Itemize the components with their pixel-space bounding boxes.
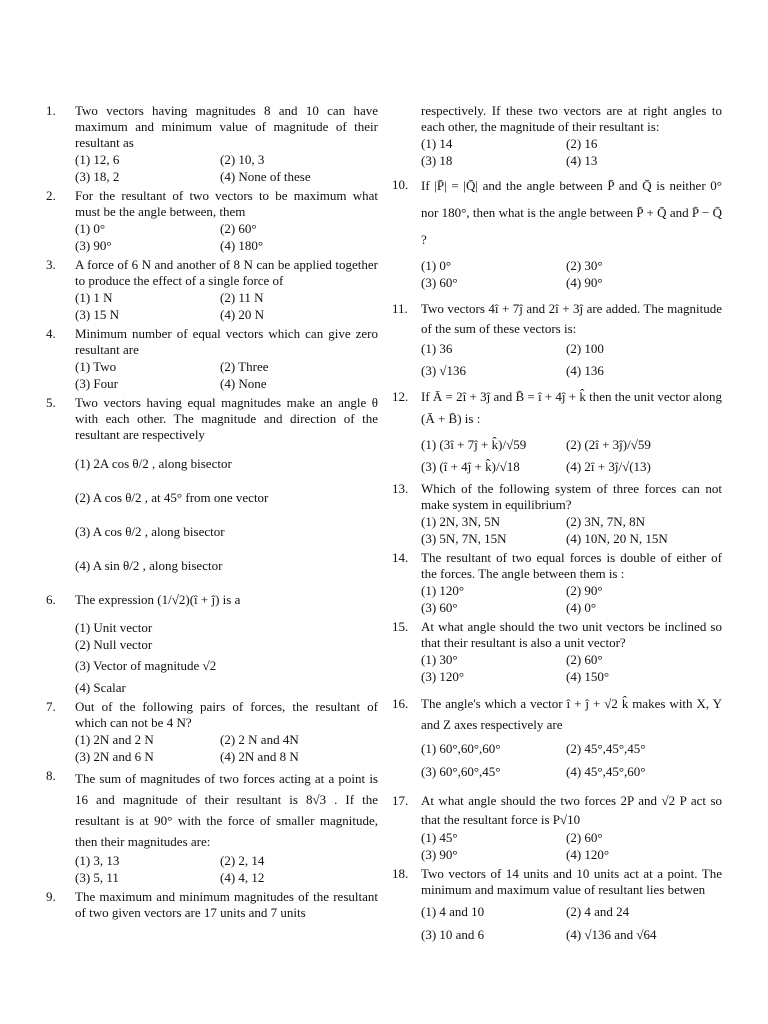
question-stem: Which of the following system of three forces can not make system in equilibrium?	[421, 481, 722, 512]
question-stem-continuation: respectively. If these two vectors are at right angles to each other, the magnitude of their resultant is:	[421, 103, 722, 134]
question-16	[392, 693, 722, 783]
option: (1) 3, 13	[75, 853, 120, 868]
option: (1) 120°	[421, 583, 465, 598]
option: (1) 2N, 3N, 5N	[421, 514, 501, 529]
option: (2) Null vector	[75, 637, 153, 652]
option: (3) √136	[421, 363, 467, 378]
option: (2) 45°,45°,45°	[566, 741, 646, 756]
option: (1) 36	[421, 341, 453, 356]
option: (1) 45°	[421, 830, 458, 845]
option: (3) 90°	[75, 238, 112, 253]
option: (1) Unit vector	[75, 620, 153, 635]
option: (1) 1 N	[75, 290, 113, 305]
option: (4) None	[220, 376, 267, 391]
question-1	[46, 103, 378, 185]
question-number: 2.	[46, 188, 56, 203]
question-9	[46, 889, 378, 921]
question-stem: Out of the following pairs of forces, the resultant of which can not be 4 N?	[75, 699, 378, 730]
question-stem: If |P̄| = |Q̄| and the angle between P̄ and Q̄ is neither 0° nor 180°, then what is the angle between P̄ + Q̄ and P̄ − Q̄ ?	[421, 178, 722, 247]
question-stem: At what angle should the two forces 2P and √2 P act so that the resultant force is P√10	[421, 793, 722, 827]
option: (3) (î + 4ĵ + k̂)/√18	[421, 459, 520, 474]
question-9-continuation	[392, 103, 722, 169]
option: (4) 20 N	[220, 307, 265, 322]
option: (2) 11 N	[220, 290, 264, 305]
question-13	[392, 481, 722, 547]
option: (3) Four	[75, 376, 118, 391]
option: (4) None of these	[220, 169, 311, 184]
option: (2) 4 and 24	[566, 904, 630, 919]
question-number: 15.	[392, 619, 409, 634]
option: (4) 2N and 8 N	[220, 749, 299, 764]
question-stem: The sum of magnitudes of two forces acting at a point is 16 and magnitude of their resultant is 8√3 . If the resultant is at 90° with the force of smaller magnitude, then their magnitudes are:	[75, 771, 378, 849]
option: (2) 100	[566, 341, 604, 356]
option: (3) 60°	[421, 600, 458, 615]
question-stem: The maximum and minimum magnitudes of the resultant of two given vectors are 17 units and 7 units	[75, 889, 378, 920]
option: (4) 180°	[220, 238, 264, 253]
question-17	[392, 791, 722, 863]
question-stem: Two vectors having equal magnitudes make an angle θ with each other. The magnitude and direction of the resultant are respectively	[75, 395, 378, 442]
option: (2) 3N, 7N, 8N	[566, 514, 646, 529]
question-stem: A force of 6 N and another of 8 N can be applied together to produce the effect of a single force of	[75, 257, 378, 288]
option: (3) 18	[421, 153, 453, 168]
option: (4) A sin θ/2 , along bisector	[75, 558, 223, 573]
option: (3) Vector of magnitude √2	[75, 658, 217, 673]
option: (1) 0°	[421, 258, 452, 273]
option: (1) 30°	[421, 652, 458, 667]
question-7	[46, 699, 378, 765]
question-2	[46, 188, 378, 254]
option: (4) 10N, 20 N, 15N	[566, 531, 668, 546]
option: (1) 4 and 10	[421, 904, 485, 919]
question-number: 12.	[392, 389, 409, 404]
option: (3) 2N and 6 N	[75, 749, 154, 764]
question-number: 10.	[392, 177, 409, 192]
question-number: 17.	[392, 793, 409, 808]
option: (2) Three	[220, 359, 269, 374]
question-stem: The angle's which a vector î + ĵ + √2 k̂ makes with X, Y and Z axes respectively are	[421, 696, 722, 732]
option: (2) 16	[566, 136, 598, 151]
question-number: 13.	[392, 481, 409, 496]
option: (1) 2N and 2 N	[75, 732, 154, 747]
question-11	[392, 299, 722, 383]
option: (1) 12, 6	[75, 152, 120, 167]
question-number: 18.	[392, 866, 409, 881]
option: (2) A cos θ/2 , at 45° from one vector	[75, 490, 269, 505]
option: (4) 4, 12	[220, 870, 265, 885]
option: (4) 2î + 3ĵ/√(13)	[566, 459, 651, 474]
question-number: 8.	[46, 768, 56, 783]
option: (1) (3î + 7ĵ + k̂)/√59	[421, 437, 527, 452]
question-stem: Minimum number of equal vectors which can give zero resultant are	[75, 326, 378, 357]
question-number: 16.	[392, 696, 409, 711]
question-14	[392, 550, 722, 616]
option: (3) 10 and 6	[421, 927, 485, 942]
question-number: 3.	[46, 257, 56, 272]
left-column	[46, 103, 378, 924]
question-number: 11.	[392, 301, 408, 316]
option: (4) 90°	[566, 275, 603, 290]
question-stem: The expression (1/√2)(î + ĵ) is a	[75, 592, 241, 607]
question-stem: If Ā = 2î + 3ĵ and B̄ = î + 4ĵ + k̂ then the unit vector along (Ā + B̄) is :	[421, 389, 722, 426]
option: (1) Two	[75, 359, 117, 374]
option: (2) 90°	[566, 583, 603, 598]
right-column	[392, 103, 722, 949]
option: (2) 30°	[566, 258, 603, 273]
question-number: 5.	[46, 395, 56, 410]
option: (3) 5N, 7N, 15N	[421, 531, 507, 546]
option: (2) 60°	[566, 830, 603, 845]
question-18	[392, 866, 722, 946]
option: (2) 60°	[220, 221, 257, 236]
option: (4) 150°	[566, 669, 610, 684]
question-stem: For the resultant of two vectors to be maximum what must be the angle between, them	[75, 188, 378, 219]
option: (4) 0°	[566, 600, 597, 615]
option: (3) 18, 2	[75, 169, 120, 184]
question-number: 9.	[46, 889, 56, 904]
question-number: 7.	[46, 699, 56, 714]
question-number: 14.	[392, 550, 409, 565]
option: (3) 60°	[421, 275, 458, 290]
question-8	[46, 768, 378, 886]
question-15	[392, 619, 722, 685]
option: (4) Scalar	[75, 680, 126, 695]
option: (1) 14	[421, 136, 453, 151]
question-number: 4.	[46, 326, 56, 341]
option: (2) 10, 3	[220, 152, 265, 167]
question-number: 1.	[46, 103, 56, 118]
option: (3) 15 N	[75, 307, 120, 322]
option: (3) 120°	[421, 669, 465, 684]
option: (3) 60°,60°,45°	[421, 764, 501, 779]
question-stem: At what angle should the two unit vectors be inclined so that their resultant is also a unit vector?	[421, 619, 722, 650]
question-10	[392, 172, 722, 291]
option: (2) 2 N and 4N	[220, 732, 299, 747]
option: (3) A cos θ/2 , along bisector	[75, 524, 225, 539]
option: (2) 60°	[566, 652, 603, 667]
option: (1) 60°,60°,60°	[421, 741, 501, 756]
question-4	[46, 326, 378, 392]
question-5	[46, 395, 378, 579]
option: (1) 2A cos θ/2 , along bisector	[75, 456, 232, 471]
question-3	[46, 257, 378, 323]
question-stem: The resultant of two equal forces is double of either of the forces. The angle between them is :	[421, 550, 722, 581]
question-number: 6.	[46, 592, 56, 607]
option: (2) (2î + 3ĵ)/√59	[566, 437, 651, 452]
option: (2) 2, 14	[220, 853, 265, 868]
option: (4) 120°	[566, 847, 610, 862]
option: (3) 90°	[421, 847, 458, 862]
option: (1) 0°	[75, 221, 106, 236]
option: (3) 5, 11	[75, 870, 119, 885]
option: (4) √136 and √64	[566, 927, 657, 942]
question-stem: Two vectors of 14 units and 10 units act at a point. The minimum and maximum value of resultant lies betwen	[421, 866, 722, 897]
option: (4) 13	[566, 153, 598, 168]
option: (4) 136	[566, 363, 604, 378]
question-12	[392, 386, 722, 478]
question-6	[46, 587, 378, 696]
question-stem: Two vectors 4î + 7ĵ and 2î + 3ĵ are added. The magnitude of the sum of these vectors is:	[421, 301, 722, 336]
question-stem: Two vectors having magnitudes 8 and 10 can have maximum and minimum value of magnitude of their resultant as	[75, 103, 378, 150]
option: (4) 45°,45°,60°	[566, 764, 646, 779]
